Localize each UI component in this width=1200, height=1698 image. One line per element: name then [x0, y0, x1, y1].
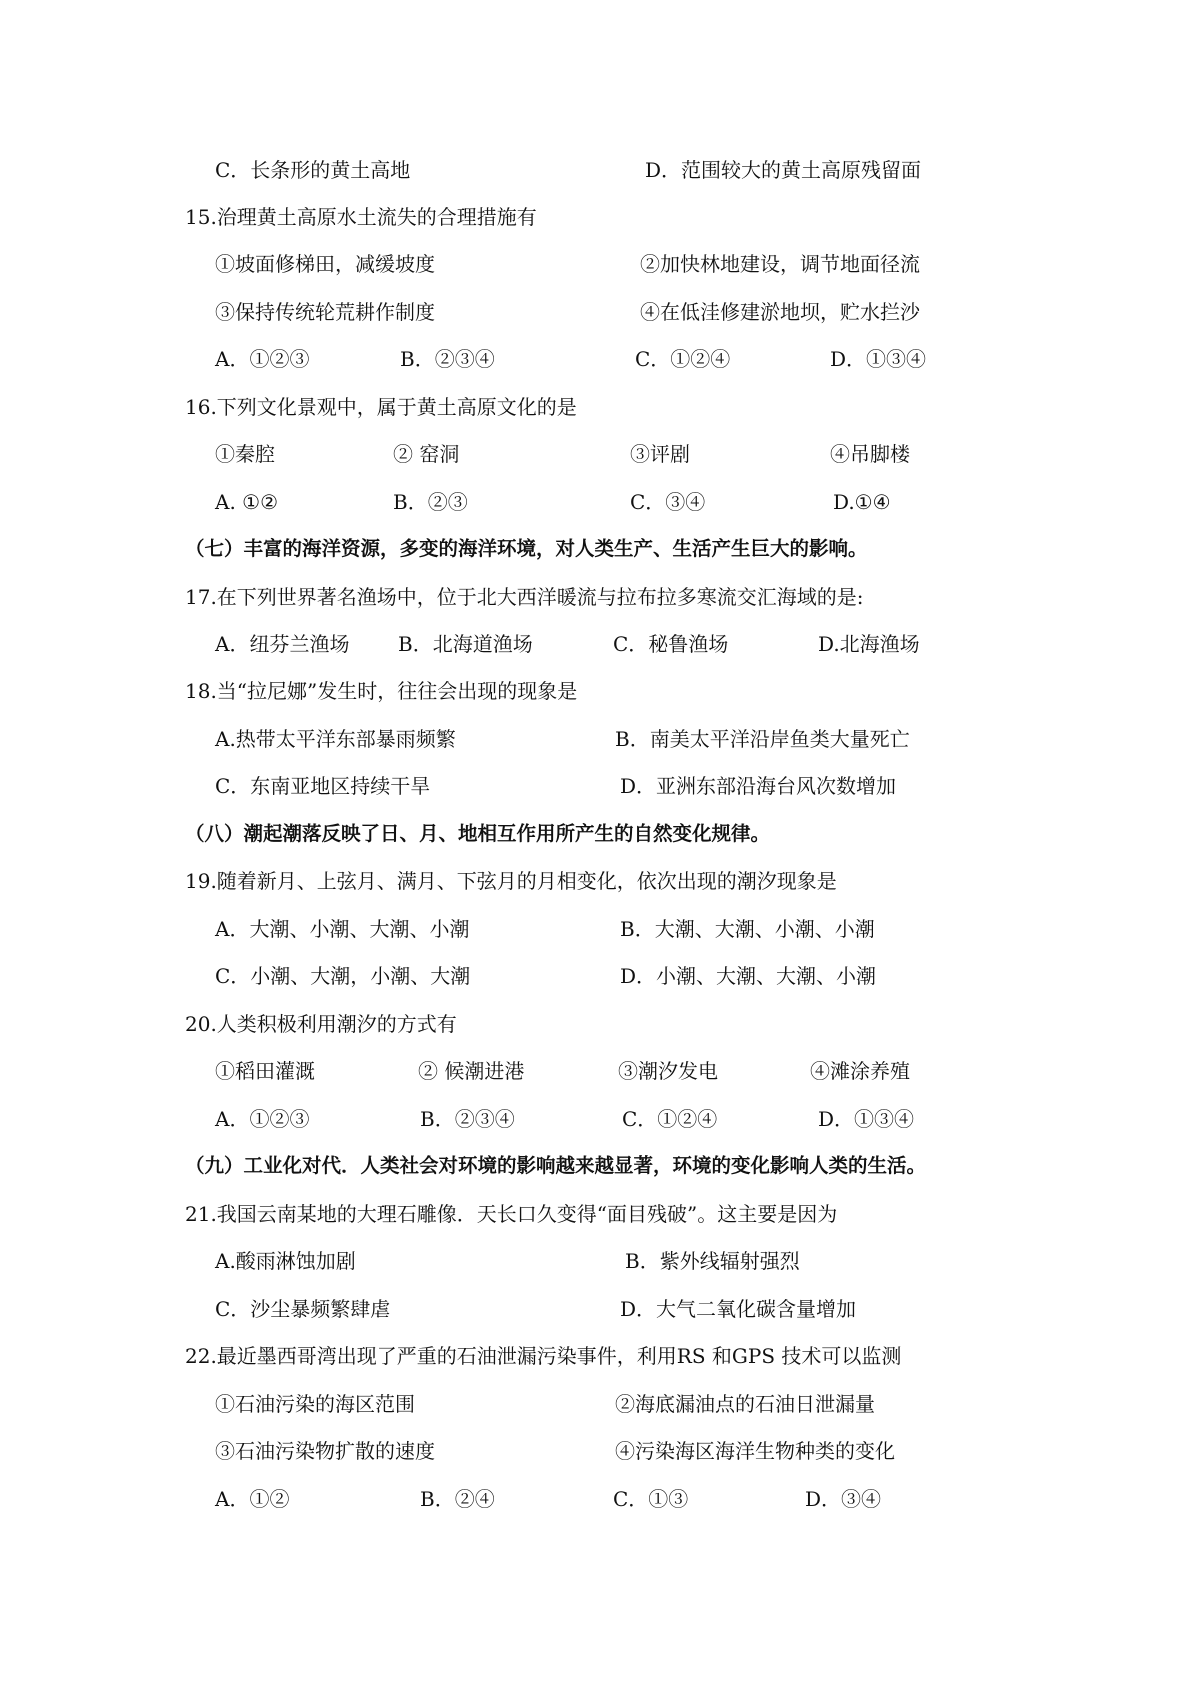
q21-option-d: D．大气二氧化碳含量增加	[620, 1297, 857, 1321]
section-8-heading: （八）潮起潮落反映了日、月、地相互作用所产生的自然变化规律。	[185, 822, 771, 845]
q22-stem: 22.最近墨西哥湾出现了严重的石油泄漏污染事件，利用RS 和GPS 技术可以监测	[185, 1344, 902, 1368]
q19-stem: 19.随着新月、上弦月、满月、下弦月的月相变化，依次出现的潮汐现象是	[185, 869, 837, 893]
q20-stem: 20.人类积极利用潮汐的方式有	[185, 1012, 457, 1036]
q15-item-4: ④在低洼修建淤地坝，贮水拦沙	[640, 300, 920, 324]
q19-option-b: B．大潮、大潮、小潮、小潮	[620, 917, 875, 941]
q17-option-d: D.北海渔场	[818, 632, 920, 656]
q16-item-2: ② 窑洞	[393, 442, 460, 466]
q20-option-c: C．①②④	[622, 1107, 718, 1131]
q17-option-a: A．纽芬兰渔场	[215, 632, 350, 656]
q15-item-3: ③保持传统轮荒耕作制度	[215, 300, 435, 324]
q16-option-b: B．②③	[393, 490, 468, 514]
q16-stem: 16.下列文化景观中，属于黄土高原文化的是	[185, 395, 577, 419]
q20-item-4: ④滩涂养殖	[810, 1059, 910, 1083]
q19-option-d: D．小潮、大潮、大潮、小潮	[620, 964, 877, 988]
q16-item-3: ③评剧	[630, 442, 690, 466]
q16-option-a: A. ①②	[215, 490, 279, 514]
q21-option-c: C．沙尘暴频繁肆虐	[215, 1297, 391, 1321]
q22-option-b: B．②④	[420, 1487, 495, 1511]
q22-item-2: ②海底漏油点的石油日泄漏量	[615, 1392, 875, 1416]
q22-item-4: ④污染海区海洋生物种类的变化	[615, 1439, 895, 1463]
q22-item-1: ①石油污染的海区范围	[215, 1392, 415, 1416]
q20-item-1: ①稻田灌溉	[215, 1059, 315, 1083]
section-9-heading: （九）工业化对代．人类社会对环境的影响越来越显著，环境的变化影响人类的生活。	[185, 1154, 927, 1177]
q22-option-a: A．①②	[215, 1487, 290, 1511]
q14-option-d: D．范围较大的黄土高原残留面	[645, 158, 922, 182]
q21-stem: 21.我国云南某地的大理石雕像．天长口久变得“面目残破”。这主要是因为	[185, 1202, 838, 1226]
q20-option-a: A．①②③	[215, 1107, 310, 1131]
q17-option-c: C．秘鲁渔场	[613, 632, 729, 656]
q15-item-2: ②加快林地建设，调节地面径流	[640, 252, 920, 276]
q22-item-3: ③石油污染物扩散的速度	[215, 1439, 435, 1463]
q21-option-b: B．紫外线辐射强烈	[625, 1249, 800, 1273]
q18-option-a: A.热带太平洋东部暴雨频繁	[215, 727, 456, 751]
q20-item-3: ③潮汐发电	[618, 1059, 718, 1083]
q16-option-c: C．③④	[630, 490, 706, 514]
q22-option-c: C．①③	[613, 1487, 689, 1511]
q18-option-c: C．东南亚地区持续干旱	[215, 774, 431, 798]
q14-option-c: C．长条形的黄土高地	[215, 158, 411, 182]
q15-item-1: ①坡面修梯田，减缓坡度	[215, 252, 435, 276]
q18-option-b: B．南美太平洋沿岸鱼类大量死亡	[615, 727, 910, 751]
q17-stem: 17.在下列世界著名渔场中，位于北大西洋暖流与拉布拉多寒流交汇海域的是:	[185, 585, 864, 609]
q16-item-4: ④吊脚楼	[830, 442, 910, 466]
q15-stem: 15.治理黄土高原水土流失的合理措施有	[185, 205, 537, 229]
section-7-heading: （七）丰富的海洋资源，多变的海洋环境，对人类生产、生活产生巨大的影响。	[185, 537, 868, 560]
q19-option-a: A．大潮、小潮、大潮、小潮	[215, 917, 470, 941]
q15-option-b: B．②③④	[400, 347, 495, 371]
q20-option-b: B．②③④	[420, 1107, 515, 1131]
q15-option-c: C．①②④	[635, 347, 731, 371]
q15-option-d: D．①③④	[830, 347, 927, 371]
q19-option-c: C．小潮、大潮，小潮、大潮	[215, 964, 471, 988]
q15-option-a: A．①②③	[215, 347, 310, 371]
q22-option-d: D．③④	[805, 1487, 882, 1511]
q16-item-1: ①秦腔	[215, 442, 275, 466]
q18-option-d: D．亚洲东部沿海台风次数增加	[620, 774, 897, 798]
q20-option-d: D．①③④	[818, 1107, 915, 1131]
q20-item-2: ② 候潮进港	[418, 1059, 525, 1083]
q16-option-d: D.①④	[833, 490, 891, 514]
q18-stem: 18.当“拉尼娜”发生时，往往会出现的现象是	[185, 679, 578, 703]
q17-option-b: B．北海道渔场	[398, 632, 533, 656]
q21-option-a: A.酸雨淋蚀加剧	[215, 1249, 356, 1273]
